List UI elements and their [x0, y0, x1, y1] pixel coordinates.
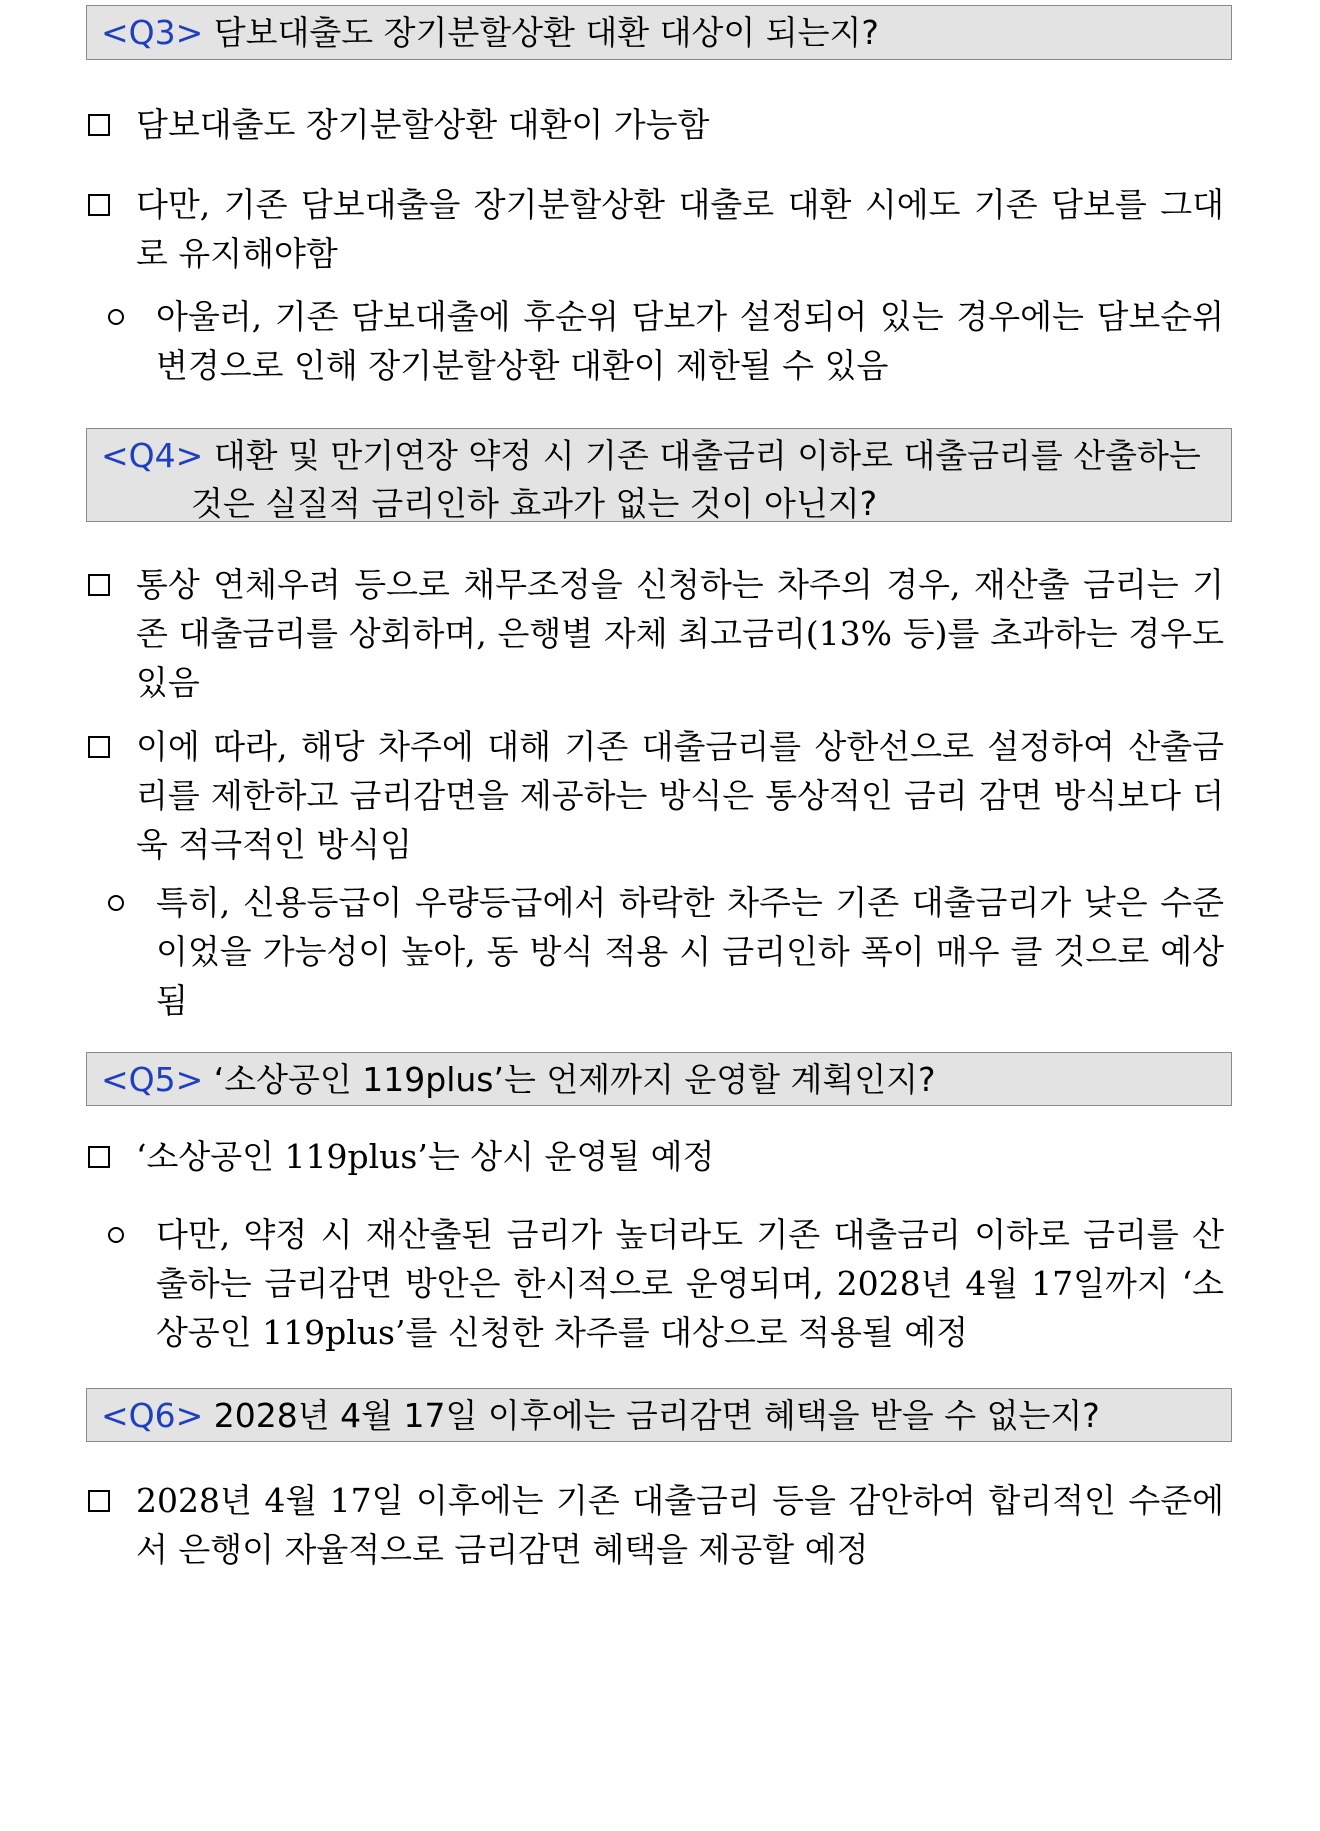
question-tag: <Q6>: [101, 1396, 204, 1435]
circle-bullet-icon: [108, 895, 124, 911]
answer-item: [88, 1132, 1224, 1181]
answer-text: 담보대출도 장기분할상환 대환이 가능함: [136, 105, 710, 144]
answer-item: [88, 1476, 1224, 1574]
sub-point-item: [108, 878, 1224, 1025]
answer-text: 이에 따라, 해당 차주에 대해 기존 대출금리를 상한선으로 설정하여 산출금리를 제한하고 금리감면을 제공하는 방식은 통상적인 금리 감면 방식보다 더욱 적극적인 방식임: [136, 727, 1224, 864]
answer-text: 통상 연체우려 등으로 채무조정을 신청하는 차주의 경우, 재산출 금리는 기존 대출금리를 상회하며, 은행별 자체 최고금리(13% 등)를 초과하는 경우도 있음: [136, 565, 1224, 702]
question-tag: <Q3>: [101, 13, 204, 52]
sub-point-text: 아울러, 기존 담보대출에 후순위 담보가 설정되어 있는 경우에는 담보순위 변경으로 인해 장기분할상환 대환이 제한될 수 있음: [156, 297, 1224, 385]
answer-item: [88, 180, 1224, 278]
question-text: 담보대출도 장기분할상환 대환 대상이 되는지?: [213, 13, 879, 52]
answer-text: ‘소상공인 119plus’는 상시 운영될 예정: [136, 1137, 715, 1176]
question-box-q3: [86, 5, 1232, 60]
question-text-line2: 것은 실질적 금리인하 효과가 없는 것이 아닌지?: [191, 484, 878, 523]
answer-item: [88, 100, 1224, 149]
answer-text: 다만, 기존 담보대출을 장기분할상환 대출로 대환 시에도 기존 담보를 그대로 유지해야함: [136, 185, 1224, 273]
sub-point-item: [108, 1210, 1224, 1357]
circle-bullet-icon: [108, 1227, 124, 1243]
square-bullet-icon: [88, 1490, 110, 1512]
question-tag: <Q5>: [101, 1060, 204, 1099]
square-bullet-icon: [88, 1146, 110, 1168]
question-text: ‘소상공인 119plus’는 언제까지 운영할 계획인지?: [213, 1060, 936, 1099]
question-tag: <Q4>: [101, 436, 204, 475]
answer-item: [88, 560, 1224, 707]
square-bullet-icon: [88, 736, 110, 758]
question-box-q4: [86, 428, 1232, 522]
sub-point-text: 다만, 약정 시 재산출된 금리가 높더라도 기존 대출금리 이하로 금리를 산출하는 금리감면 방안은 한시적으로 운영되며, 2028년 4월 17일까지 ‘소상공인 119plus’를 신청한 차주를 대상으로 적용될 예정: [156, 1215, 1224, 1352]
circle-bullet-icon: [108, 309, 124, 325]
sub-point-text: 특히, 신용등급이 우량등급에서 하락한 차주는 기존 대출금리가 낮은 수준이었을 가능성이 높아, 동 방식 적용 시 금리인하 폭이 매우 클 것으로 예상됨: [156, 883, 1224, 1020]
answer-text: 2028년 4월 17일 이후에는 기존 대출금리 등을 감안하여 합리적인 수준에서 은행이 자율적으로 금리감면 혜택을 제공할 예정: [136, 1481, 1224, 1569]
square-bullet-icon: [88, 194, 110, 216]
question-text: 2028년 4월 17일 이후에는 금리감면 혜택을 받을 수 없는지?: [213, 1396, 1100, 1435]
square-bullet-icon: [88, 114, 110, 136]
answer-item: [88, 722, 1224, 869]
question-box-q6: [86, 1388, 1232, 1442]
question-text-line1: 대환 및 만기연장 약정 시 기존 대출금리 이하로 대출금리를 산출하는: [213, 436, 1201, 475]
sub-point-item: [108, 292, 1224, 390]
square-bullet-icon: [88, 574, 110, 596]
question-box-q5: [86, 1052, 1232, 1106]
